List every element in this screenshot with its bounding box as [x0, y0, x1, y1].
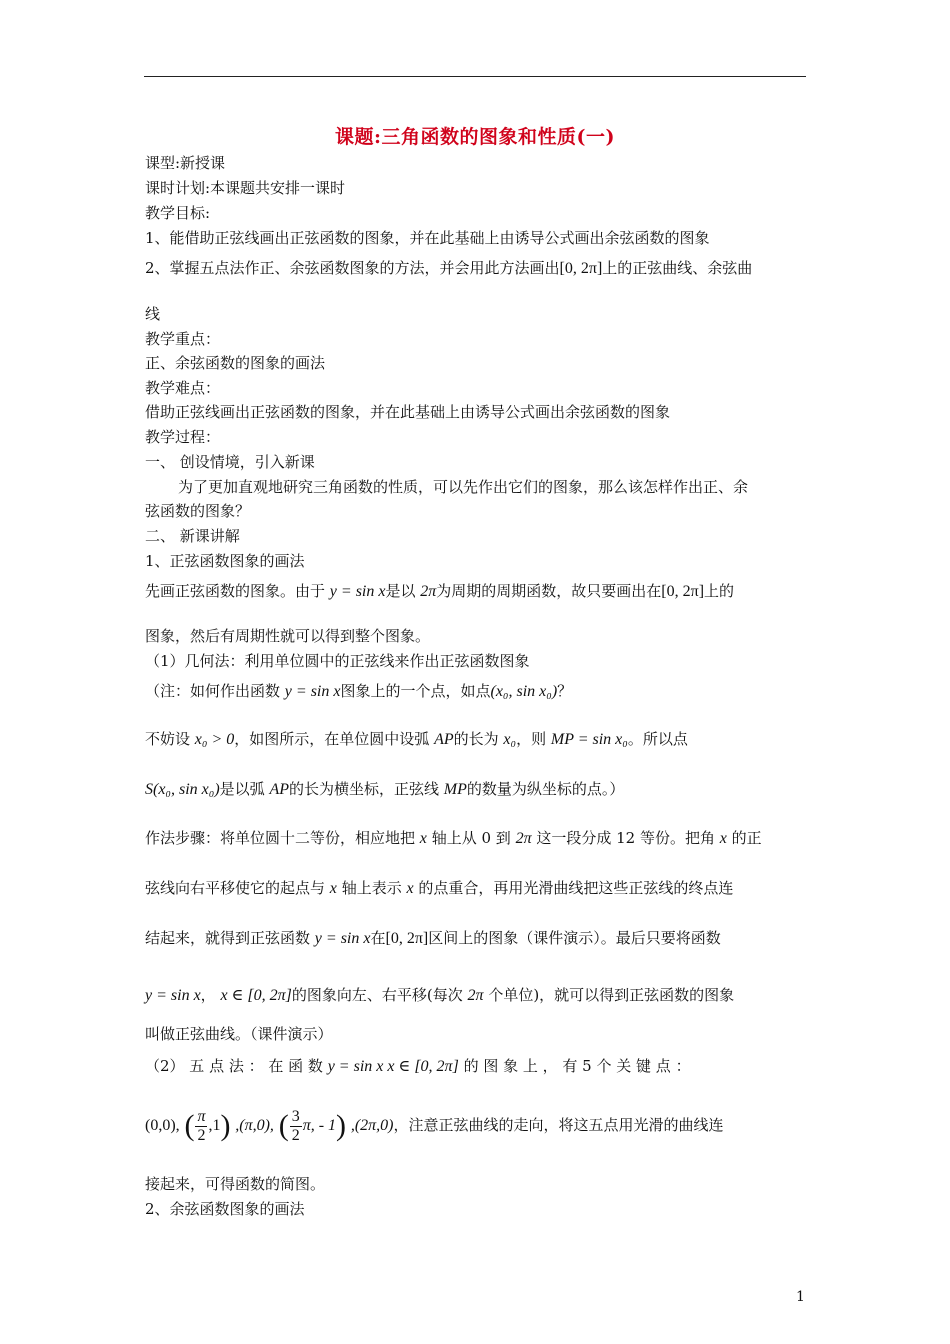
five-text-a: （2） 五 点 法 ： 在 函 数	[145, 1057, 323, 1075]
n3-text-a: 是以弧	[219, 780, 265, 798]
key-points-line	[145, 1103, 724, 1148]
math-interval: [0, 2π]	[559, 260, 603, 277]
math-2pi: 2π	[420, 583, 437, 600]
page-title: 课题:三角函数的图象和性质(一)	[335, 126, 615, 148]
n2-text-c: 的长为	[453, 730, 499, 748]
n2-text-a: 不妨设	[145, 730, 191, 748]
paragraph-1b: 弦函数的图象？	[145, 502, 251, 520]
paren-open: (	[278, 1109, 289, 1142]
note-line	[145, 681, 572, 702]
note-text-a: （注：如何作出函数	[145, 682, 281, 700]
math-x: x	[329, 880, 337, 897]
page-number: 1	[796, 1289, 805, 1305]
steps3-text-b: 在	[370, 929, 386, 947]
points-tail-text: ，注意正弦曲线的走向，将这五点用光滑的曲线连	[393, 1116, 724, 1134]
subsection-1: 1、正弦函数图象的画法	[145, 552, 305, 570]
math-ysinx-domain: y = sin x x ∈ [0, 2π]	[327, 1058, 459, 1075]
steps3-text-c: 区间上的图象（课件演示）。最后只要将函数	[428, 929, 721, 947]
course-plan: 课时计划:本课题共安排一课时	[145, 179, 346, 197]
section-2: 二、 新课讲解	[145, 527, 240, 545]
goal-2	[145, 258, 752, 279]
math-x-in-interval: x ∈ [0, 2π]	[220, 987, 292, 1004]
header-rule	[144, 76, 806, 77]
difficulty-heading: 教学难点：	[145, 379, 221, 397]
math-mp-equation: MP = sin x₀	[550, 731, 628, 748]
note-text-c: ？	[557, 682, 573, 700]
math-interval: [0, 2π]	[385, 930, 429, 947]
p2-text-b: 是以	[385, 582, 416, 600]
math-arc: AP	[269, 781, 289, 798]
goal-1: 1、能借助正弦线画出正弦函数的图象，并在此基础上由诱导公式画出余弦函数的图象	[145, 229, 710, 247]
math-point: (x₀, sin x₀)	[490, 683, 558, 700]
goals-heading: 教学目标:	[145, 204, 211, 222]
math-x0: x₀	[503, 731, 517, 748]
paragraph-2	[145, 581, 734, 602]
fraction-numerator: π	[197, 1107, 206, 1125]
math-s-point: S(x₀, sin x₀)	[145, 781, 220, 798]
math-interval: [0, 2π]	[661, 583, 705, 600]
key-points-line-2: 接起来，可得函数的简图。	[145, 1175, 326, 1193]
five-point-line	[145, 1056, 691, 1077]
steps-text-c: 这一段分成 12 等份。把角	[536, 829, 715, 847]
p2-text-a: 先画正弦函数的图象。由于	[145, 582, 326, 600]
point-2pi-zero: ,(2π,0)	[350, 1117, 394, 1134]
math-mp: MP	[443, 781, 467, 798]
five-text-b: 的 图 象 上 ， 有 5 个 关 键 点 ：	[463, 1057, 691, 1075]
math-2pi: 2π	[515, 830, 532, 847]
subsection-2: 2、余弦函数图象的画法	[145, 1200, 305, 1218]
goal-2-text: 2、掌握五点法作正、余弦函数图象的方法，并会用此方法画出	[145, 259, 560, 277]
fraction-pi-over-2	[195, 1108, 207, 1145]
steps4-text-b: 的图象向左、右平移(每次	[291, 986, 463, 1004]
n3-text-c: 的数量为纵坐标的点。）	[466, 780, 625, 798]
goal-2-text-b: 上的正弦曲线、余弦曲	[602, 259, 753, 277]
steps-line-2	[145, 878, 733, 899]
steps-line-4	[145, 985, 734, 1006]
section-1: 一、 创设情境，引入新课	[145, 453, 315, 471]
math-ysinx: y = sin x	[145, 987, 201, 1004]
math-x: x	[406, 880, 414, 897]
math-2pi: 2π	[467, 987, 484, 1004]
paren-open: (	[184, 1109, 195, 1142]
goal-2-end: 线	[145, 305, 161, 323]
point-coord-minus-1: π, - 1	[302, 1117, 337, 1134]
steps3-text-a: 结起来，就得到正弦函数	[145, 929, 311, 947]
fraction-denominator: 2	[197, 1126, 206, 1144]
key-heading: 教学重点：	[145, 330, 221, 348]
paren-close: )	[336, 1109, 347, 1142]
point-coord-1: ,1	[208, 1117, 221, 1134]
fraction-numerator: 3	[291, 1107, 300, 1125]
n2-text-e: 。所以点	[627, 730, 688, 748]
key-point: 正、余弦函数的图象的画法	[145, 354, 326, 372]
point-origin: (0,0),	[145, 1117, 180, 1134]
process-heading: 教学过程：	[145, 428, 221, 446]
steps-text-b: 轴上从 0 到	[431, 829, 511, 847]
course-type: 课型:新授课	[145, 154, 226, 172]
math-ysinx: y = sin x	[284, 683, 341, 700]
geometry-method: （1）几何法：利用单位圆中的正弦线来作出正弦函数图象	[145, 652, 530, 670]
steps4-text-c: 个单位)，就可以得到正弦函数的图象	[488, 986, 735, 1004]
steps-line-1	[145, 828, 762, 849]
steps-line-5: 叫做正弦曲线。（课件演示）	[145, 1025, 333, 1043]
p2-text-c: 为周期的周期函数，故只要画出在	[436, 582, 662, 600]
note-line-3	[145, 779, 624, 800]
paren-close: )	[220, 1109, 231, 1142]
n2-text-b: ，如图所示，在单位圆中设弧	[234, 730, 430, 748]
paragraph-1a: 为了更加直观地研究三角函数的性质，可以先作出它们的图象，那么该怎样作出正、余	[178, 478, 749, 496]
note-line-2	[145, 729, 688, 750]
steps-text-a: 作法步骤：将单位圆十二等份，相应地把	[145, 829, 416, 847]
steps2-text-c: 的点重合，再用光滑曲线把这些正弦线的终点连	[418, 879, 734, 897]
math-ysinx: y = sin x	[314, 930, 371, 947]
point-pi-zero: ,(π,0),	[235, 1117, 274, 1134]
math-x0-positive: x₀ > 0	[194, 731, 235, 748]
p2-text-d: 上的	[704, 582, 735, 600]
difficulty: 借助正弦线画出正弦函数的图象，并在此基础上由诱导公式画出余弦函数的图象	[145, 403, 671, 421]
math-ysinx: y = sin x	[329, 583, 386, 600]
n3-text-b: 的长为横坐标，正弦线	[289, 780, 440, 798]
paragraph-2e: 图象，然后有周期性就可以得到整个图象。	[145, 627, 431, 645]
n2-text-d: ，则	[516, 730, 547, 748]
steps2-text-b: 轴上表示	[341, 879, 402, 897]
steps4-text-a: ，	[200, 986, 216, 1004]
fraction-denominator: 2	[291, 1126, 300, 1144]
math-x: x	[419, 830, 427, 847]
note-text-b: 图象上的一个点，如点	[340, 682, 491, 700]
math-x: x	[719, 830, 727, 847]
fraction-3-over-2	[290, 1108, 302, 1145]
math-arc: AP	[434, 731, 454, 748]
steps-text-d: 的正	[731, 829, 762, 847]
steps2-text-a: 弦线向右平移使它的起点与	[145, 879, 326, 897]
steps-line-3	[145, 928, 721, 949]
